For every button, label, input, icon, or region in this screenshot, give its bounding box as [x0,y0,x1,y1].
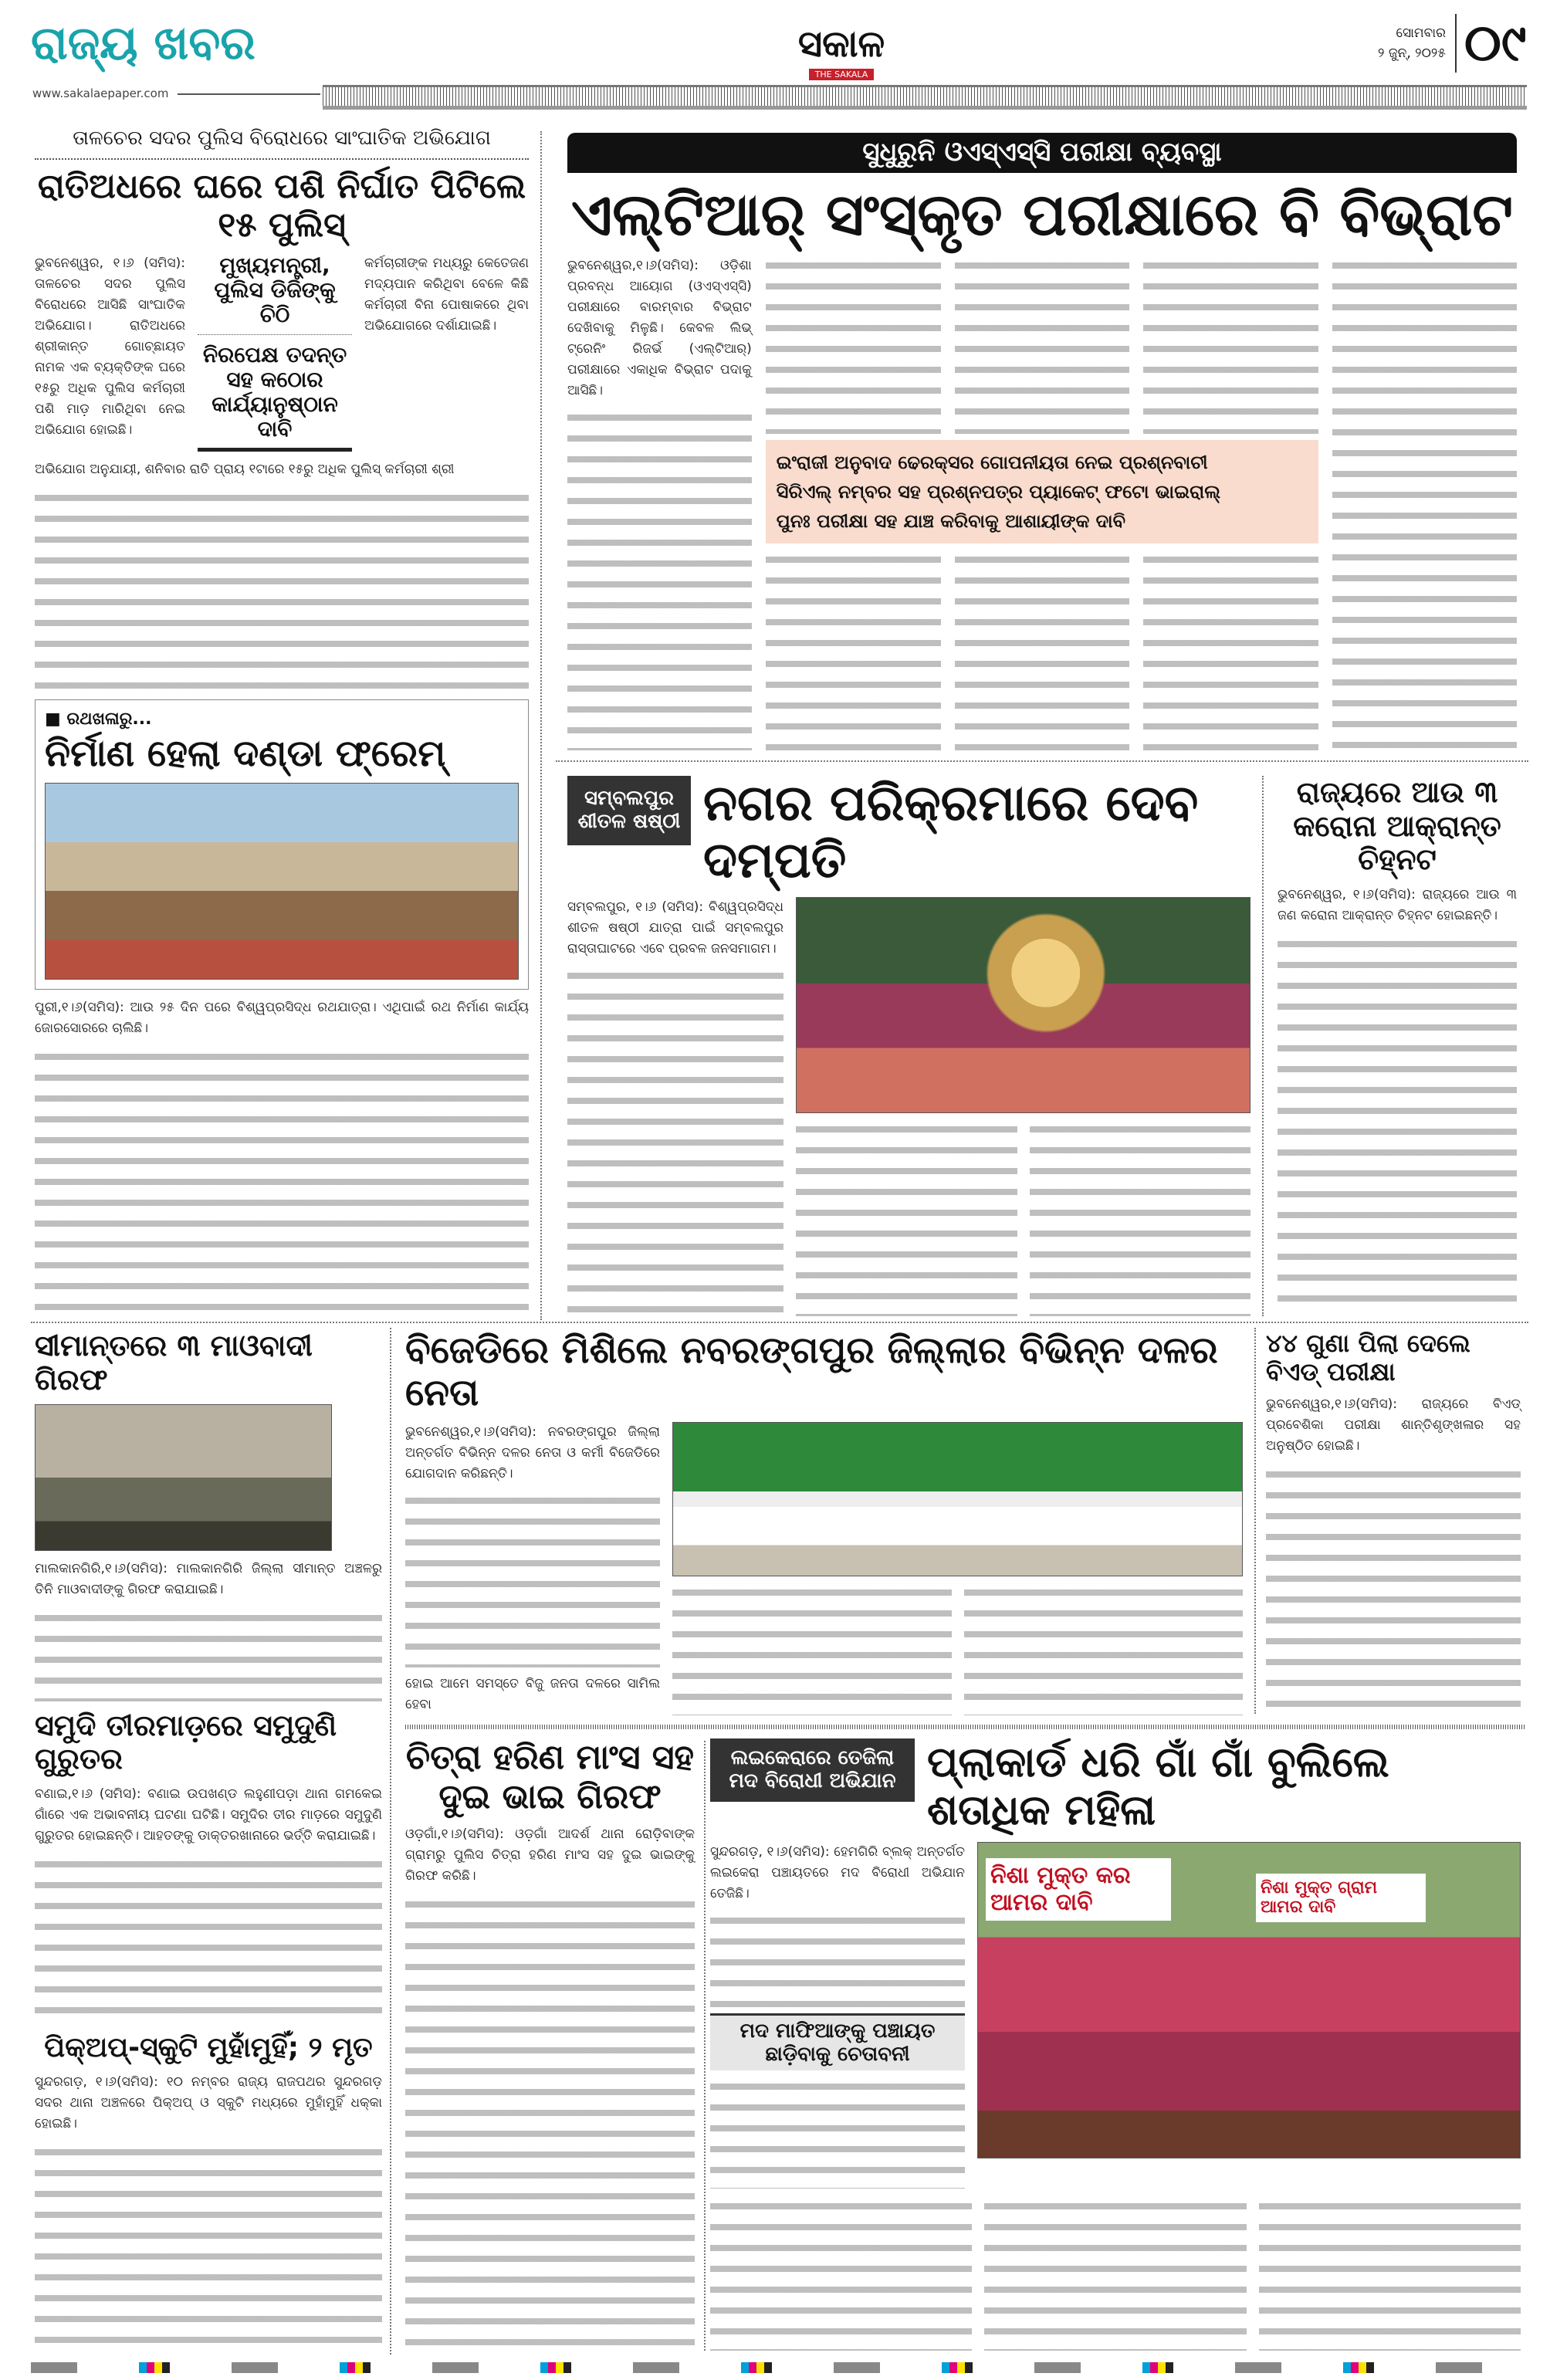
bed-headline: ୪୪ ଗୁଣା ପିଲା ଦେଲେ ବିଏଡ୍ ପରୀକ୍ଷା [1266,1329,1470,1386]
column-divider [1254,1328,1256,1714]
masthead-rule [323,85,1527,110]
bed-story [1266,1329,1521,1715]
column-divider [540,131,542,1320]
women-article-cont [710,2077,965,2189]
bjd-headline: ବିଜେଡିରେ ମିଶିଲେ ନବରଙ୍ଗପୁର ଜିଲ୍ଲାର ବିଭିନ୍ନ ଦଳର ନେତା [405,1329,1218,1415]
corona-story [1278,776,1517,1316]
bed-article: ଭୁବନେଶ୍ୱର,୧।୬(ସମିସ): ରାଜ୍ୟରେ ବିଏଡ୍ ପ୍ରବେଶିକା ପରୀକ୍ଷା ଶାନ୍ତିଶୃଙ୍ଖଳାର ସହ ଅନୁଷ୍ଠିତ ହୋଇଛି। [1266,1396,1521,1454]
women-tag: ଲଇକେରାରେ ତେଜିଲା ମଦ ବିରୋଧୀ ଅଭିଯାନ [710,1738,915,1802]
women-subhead-box: ମଦ ମାଫିଆଙ୍କୁ ପଞ୍ଚାୟତ ଛାଡ଼ିବାକୁ ଚେତାବନୀ [710,2013,965,2071]
column-divider [1262,776,1264,1316]
issue-date: ସୋମବାର ୨ ଜୁନ୍, ୨୦୨୫ [1378,25,1446,61]
police-headline: ରାତିଅଧରେ ଘରେ ପଶି ନିର୍ଘାତ ପିଟିଲେ ୧୫ ପୁଲିସ୍ [37,166,526,245]
pickup-article: ସୁନ୍ଦରଗଡ଼, ୧।୬(ସମିସ): ୧୦ ନମ୍ବର ରାଜ୍ୟ ରାଜପଥର ସୁନ୍ଦରଗଡ଼ ସଦର ଥାନା ଅଞ୍ଚଳରେ ପିକ୍ଅପ୍ ଓ ସ୍କୁଟି ମଧ୍ୟରେ ମୁହାଁମୁହିଁ ଧକ୍କା ହୋଇଛି। [35,2074,382,2131]
ltr-banner: ସୁଧୁରୁନି ଓଏସ୍ଏସ୍ସି ପରୀକ୍ଷା ବ୍ୟବସ୍ଥା [567,133,1517,173]
police-pullquote: ମୁଖ୍ୟମନ୍ତ୍ରୀ, ପୁଲିସ ଡିଜିଙ୍କୁ ଚିଠି ନିରପେକ୍ଷ ତଦନ୍ତ ସହ କଠୋର କାର୍ଯ୍ୟାନୁଷ୍ଠାନ ଦାବି [198,253,352,452]
women-headline: ପ୍ଲାକାର୍ଡ ଧରି ଗାଁ ଗାଁ ବୁଲିଲେ ଶତାଧିକ ମହିଳା [927,1738,1389,1835]
deer-article: ଓଡ଼ଗାଁ,୧।୬(ସମିସ): ଓଡ଼ଗାଁ ଆଦର୍ଶ ଥାନା ରୋଡ଼ିବାଙ୍କ ଗ୍ରାମରୁ ପୁଲିସ ଚିତ୍ରା ହରିଣ ମାଂସ ସହ ଦୁଇ ଭାଇଙ୍କୁ ଗିରଫ କରିଛି। [405,1826,695,1884]
police-article-cont: ଅଭିଯୋଗ ଅନୁଯାୟୀ, ଶନିବାର ରାତି ପ୍ରାୟ ୧ଟାରେ ୧୫ରୁ ଅଧିକ ପୁଲିସ୍ କର୍ମଚାରୀ ଶ୍ରୀ [35,462,455,478]
deer-headline: ଚିତ୍ରା ହରିଣ ମାଂସ ସହ ଦୁଇ ଭାଇ ଗିରଫ [405,1738,695,1816]
print-registration-bar [31,2362,1521,2373]
column-divider [390,1328,391,2355]
bjd-press-meet-photo [672,1422,1243,1576]
women-article: ସୁନ୍ଦରଗଡ଼, ୧।୬(ସମିସ): ହେମଗିରି ବ୍ଲକ୍ ଅନ୍ତର୍ଗତ ଲଇକେରା ପଞ୍ଚାୟତରେ ମଦ ବିରୋଧୀ ଅଭିଯାନ ତେଜିଛି। [710,1844,965,1902]
sambalpur-headline: ନଗର ପରିକ୍ରମାରେ ଦେବ ଦମ୍ପତି [703,775,1199,889]
website-url: www.sakalaepaper.com [32,86,169,100]
divider [31,1322,1528,1323]
corona-article: ଭୁବନେଶ୍ୱର, ୧।୬(ସମିସ): ରାଜ୍ୟରେ ଆଉ ୩ ଜଣ କରୋନା ଆକ୍ରାନ୍ତ ଚିହ୍ନଟ ହୋଇଛନ୍ତି। [1278,887,1517,924]
bjd-closing: ହୋଇ ଆମେ ସମସ୍ତେ ବିଜୁ ଜନତା ଦଳରେ ସାମିଲ ହେବା [405,1676,660,1712]
sambalpur-article-cont [796,1119,1250,1316]
women-story [710,1738,1521,2351]
bjd-article: ଭୁବନେଶ୍ୱର,୧।୬(ସମିସ): ନବରଙ୍ଗପୁର ଜିଲ୍ଲା ଅନ୍ତର୍ଗତ ବିଭିନ୍ନ ଦଳର ନେତା ଓ କର୍ମୀ ବିଜେଡିରେ ଯୋଗଦାନ କରିଛନ୍ତି। ହୋଇ ଆମେ ସମସ୍ତେ ବିଜୁ ଜନତା ଦଳରେ ସାମିଲ ହେବା [405,1422,660,1715]
deity-procession-photo [796,897,1250,1113]
bjd-article-cont [672,1583,1243,1715]
sambalpur-article: ସମ୍ବଲପୁର, ୧।୬ (ସମିସ): ବିଶ୍ୱପ୍ରସିଦ୍ଧ ଶୀତଳ ଷଷ୍ଠୀ ଯାତ୍ରା ପାଇଁ ସମ୍ବଲପୁର ରାସ୍ତାଘାଟରେ ଏବେ ପ୍ରବଳ ଜନସମାଗମ। [567,897,783,1316]
sambalpur-story [567,776,1250,1316]
maoist-arrest-photo [35,1404,332,1551]
police-article: ଭୁବନେଶ୍ୱର, ୧।୬ (ସମିସ): ତାଳଚେର ସଦର ପୁଲିସ ବିରୋଧରେ ଆସିଛି ସାଂଘାତିକ ଅଭିଯୋଗ। ରାତିଅଧରେ ଶ୍ରୀକାନ୍ତ ଗୋଚ୍ଛାୟତ ନାମକ ଏକ ବ୍ୟକ୍ତିଙ୍କ ଘରେ ୧୫ରୁ ଅଧିକ ପୁଲିସ କର୍ମଚାରୀ ପଶି ମାଡ଼ ମାରିଥିବା ନେଇ ଅଭିଯୋଗ ହୋଇଛି। ମୁଖ୍ୟମନ୍ତ୍ରୀ, ପୁଲିସ ଡିଜିଙ୍କୁ ଚିଠି ନିରପେକ୍ଷ ତଦନ୍ତ ସହ କଠୋର କାର୍ଯ୍ୟାନୁଷ୍ଠାନ ଦାବି କର୍ମଚାରୀଙ୍କ ମଧ୍ୟରୁ କେତେଜଣ ମଦ୍ୟପାନ କରିଥିବା ବେଳେ କିଛି କର୍ମଚାରୀ ବିନା ପୋଷାକରେ ଥିବା ଅଭିଯୋଗରେ ଦର୍ଶାଯାଇଛି। [35,253,529,452]
sambalpur-tag: ସମ୍ବଲପୁର ଶୀତଳ ଷଷ୍ଠୀ [567,776,691,845]
police-kicker: ତାଳଚେର ସଦର ପୁଲିସ ବିରୋଧରେ ସାଂଘାତିକ ଅଭିଯୋଗ [35,127,529,160]
divider [556,760,1528,762]
samudri-headline: ସମୁଦି ତୀରମାଡ଼ରେ ସମୁଦୁଣି ଗୁରୁତର [35,1708,337,1776]
ltr-highlights-box: ଇଂରାଜୀ ଅନୁବାଦ ଢେରକ୍ସର ଗୋପନୀୟତା ନେଇ ପ୍ରଶ୍ନବାଚୀ ସିରିଏଲ୍ ନମ୍ବର ସହ ପ୍ରଶ୍ନପତ୍ର ପ୍ୟାକେଟ୍ ଫଟୋ ଭାଇରାଲ୍ ପୁନଃ ପରୀକ୍ଷା ସହ ଯାଞ୍ଚ କରିବାକୁ ଆଶାୟୀଙ୍କ ଦାବି [766,440,1318,543]
column-divider [704,1741,706,2351]
left-top-column [35,127,529,1312]
ratha-construction-photo [45,783,519,980]
maoist-headline: ସୀମାନ୍ତରେ ୩ ମାଓବାଦୀ ଗିରଫ [35,1329,313,1397]
divider [405,1725,1525,1729]
women-rally-photo [977,1842,1521,2158]
pickup-headline: ପିକ୍ଅପ୍-ସ୍କୁଟି ମୁହାଁମୁହିଁ; ୨ ମୃତ [44,2032,373,2064]
deer-story [405,1738,695,2351]
placard: ନିଶା ମୁକ୍ତ ଗ୍ରାମ ଆମର ଦାବି [1256,1874,1426,1922]
ltr-article: ଭୁବନେଶ୍ୱର,୧।୬(ସମିସ): ଓଡ଼ିଶା ପ୍ରବନ୍ଧ ଆୟୋଗ (ଓଏସ୍ଏସ୍ସି) ପରୀକ୍ଷାରେ ବାରମ୍ବାର ବିଭ୍ରାଟ ଦେଖିବାକୁ ମିଳୁଛି। କେବଳ ଲିଭ୍ ଟ୍ରେନିଂ ରିଜର୍ଭ (ଏଲ୍ଟିଆର୍) ପରୀକ୍ଷାରେ ଏକାଧିକ ବିଭ୍ରାଟ ପଦାକୁ ଆସିଛି। ଇଂରାଜୀ ଅନୁବାଦ ଢେରକ୍ସର ଗୋପନୀୟତା ନେଇ ପ୍ରଶ୍ନବାଚୀ ସିରିଏଲ୍ ନମ୍ବର ସହ ପ୍ରଶ୍ନପତ୍ର ପ୍ୟାକେଟ୍ ଫଟୋ ଭାଇରାଲ୍ ପୁନଃ ପରୀକ୍ଷା ସହ ଯାଞ୍ଚ କରିବାକୁ ଆଶାୟୀଙ୍କ ଦାବି [567,256,1517,750]
section-title: ରାଜ୍ୟ ଖବର [31,16,256,70]
divider [178,93,320,95]
page-number: ୦୯ [1455,14,1527,73]
bjd-story [405,1329,1243,1715]
ltr-headline: ଏଲ୍‌ଟିଆର୍ ସଂସ୍କୃତ ପରୀକ୍ଷାରେ ବି ବିଭ୍ରାଟ [570,180,1514,249]
maoist-article: ମାଲକାନଗିରି,୧।୬(ସମିସ): ମାଲକାନଗିରି ଜିଲ୍ଲା ସୀମାନ୍ତ ଅଞ୍ଚଳରୁ ତିନି ମାଓବାଦୀଙ୍କୁ ଗିରଫ କରାଯାଇଛି। [35,1561,382,1598]
ltr-story [567,133,1517,750]
corona-headline: ରାଜ୍ୟରେ ଆଉ ୩ କରୋନା ଆକ୍ରାନ୍ତ ଚିହ୍ନଟ [1293,775,1501,877]
ratha-article: ପୁରୀ,୧।୬(ସମିସ): ଆଉ ୨୫ ଦିନ ପରେ ବିଶ୍ୱପ୍ରସିଦ୍ଧ ରଥଯାତ୍ରା। ଏଥିପାଇଁ ରଥ ନିର୍ମାଣ କାର୍ଯ୍ୟ ଜୋରସୋରରେ ଚାଲିଛି। [35,999,529,1036]
samudri-article: ବଣାଇ,୧।୬ (ସମିସ): ବଣାଇ ଉପଖଣ୍ଡ ଲହୁଣୀପଡ଼ା ଥାନା ଗମକେଇ ଗାଁରେ ଏକ ଅଭାବନୀୟ ଘଟଣା ଘଟିଛି। ସମୁଦିର ତୀର ମାଡ଼ରେ ସମୁଦୁଣି ଗୁରୁତର ହୋଇଛନ୍ତି। ଆହତଙ୍କୁ ଡାକ୍ତରଖାନାରେ ଭର୍ତ୍ତି କରାଯାଇଛି। [35,1786,382,1844]
ratha-story-box: ■ ରଥଖଳାରୁ... ନିର୍ମାଣ ହେଲା ଦଣ୍ଡା ଫ୍ରେମ୍ [35,699,529,989]
placard: ନିଶା ମୁକ୍ତ କର ଆମର ଦାବି [986,1858,1171,1921]
newspaper-logo: ସକାଳ THE SAKALA [797,22,885,80]
left-bottom-column [35,1329,382,2351]
women-article-bottom [710,2196,1521,2351]
